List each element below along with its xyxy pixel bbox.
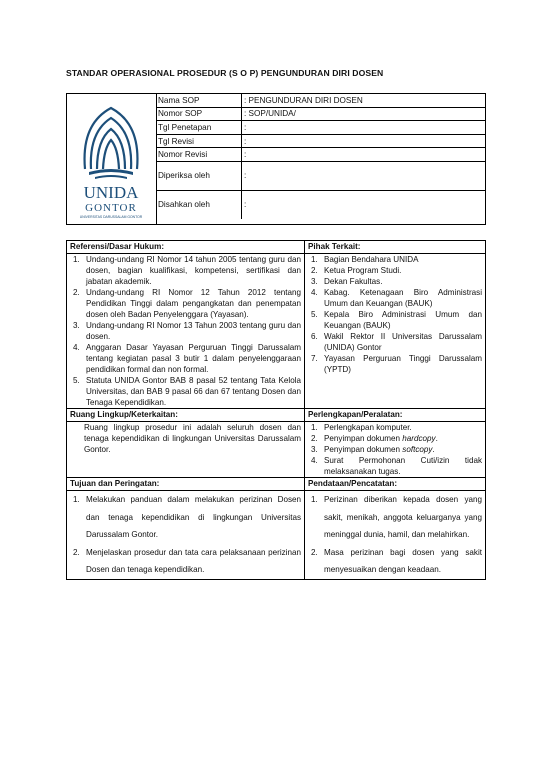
list-item: 4. Kabag. Ketenagaan Biro Administrasi Umum dan Keuangan (BAUK) (311, 288, 482, 308)
header-row (156, 190, 485, 219)
list-item: 1. Melakukan panduan dalam melakukan perizinan Dosen dan tenaga kependidikan di lingkungan Universitas Darussalam Gontor. (73, 495, 301, 540)
header-key: Tgl Revisi (156, 134, 242, 148)
tujuan-list (70, 491, 301, 579)
pihak-heading: Pihak Terkait: (305, 241, 486, 254)
header-value: : (242, 121, 486, 135)
list-item: 1. Bagian Bendahara UNIDA (311, 255, 419, 264)
list-item: 1. Perlengkapan komputer. (311, 423, 412, 432)
header-key: Diperiksa oleh (156, 161, 242, 190)
tujuan-heading: Tujuan dan Peringatan: (67, 478, 305, 491)
logo-text-unida: UNIDA (83, 183, 139, 202)
unida-logo-icon (67, 94, 156, 224)
list-item: 3. Penyimpan dokumen softcopy. (311, 445, 435, 454)
list-item: 3. Dekan Fakultas. (311, 277, 383, 286)
list-item: 1. Perizinan diberikan kepada dosen yang sakit, menikah, anggota keluarganya yang meninggal dunia, hamil, dan melahirkan. (311, 495, 482, 540)
list-item: 5. Kepala Biro Administrasi Umum dan Keuangan (BAUK) (311, 310, 482, 330)
unida-logo (67, 94, 157, 224)
sop-header-table (156, 94, 485, 219)
header-row (156, 161, 485, 190)
header-key: Nomor SOP (156, 107, 242, 121)
header-key: Tgl Penetapan (156, 121, 242, 135)
list-item: 2. Masa perizinan bagi dosen yang sakit menyesuaikan dengan keadaan. (311, 547, 482, 575)
page-title: STANDAR OPERASIONAL PROSEDUR (S O P) PENGUNDURAN DIRI DOSEN (66, 68, 384, 78)
header-key: Nomor Revisi (156, 148, 242, 162)
list-item: 7. Yayasan Perguruan Tinggi Darussalam (YPTD) (311, 354, 482, 374)
ruang-text: Ruang lingkup prosedur ini adalah seluruh dosen dan tenaga kependidikan di lingkungan Universitas Darussalam Gontor. (84, 423, 301, 454)
header-row (156, 94, 485, 107)
logo-text-gontor: GONTOR (85, 202, 137, 214)
header-key: Nama SOP (156, 94, 242, 107)
header-row (156, 148, 485, 162)
header-value: : (242, 134, 486, 148)
ruang-cell (67, 422, 305, 478)
header-value: : PENGUNDURAN DIRI DOSEN (242, 94, 486, 107)
header-value: : (242, 148, 486, 162)
header-key: Disahkan oleh (156, 190, 242, 219)
list-item: 6. Wakil Rektor II Universitas Darussalam (UNIDA) Gontor (311, 332, 482, 352)
header-row (156, 121, 485, 135)
header-value: : (244, 200, 247, 210)
sop-header (66, 93, 486, 225)
header-row (156, 134, 485, 148)
list-item: 2. Penyimpan dokumen hardcopy. (311, 434, 438, 443)
list-item: 3. Undang-undang RI Nomor 13 Tahun 2003 tentang guru dan dosen. (73, 321, 301, 341)
header-value: : SOP/UNIDA/ (242, 107, 486, 121)
perlengkapan-heading: Perlengkapan/Peralatan: (305, 409, 486, 422)
list-item: 2. Undang-undang RI Nomor 12 Tahun 2012 tentang Pendidikan Tinggi dalam pengangkatan dan penempatan dosen oleh Badan Penyelenggara (Yayasan). (73, 288, 301, 319)
pendataan-list (308, 491, 482, 579)
pendataan-cell (305, 491, 486, 580)
perlengkapan-list (308, 422, 482, 477)
sop-details-table (66, 240, 486, 580)
referensi-list (70, 254, 301, 408)
pihak-cell (305, 254, 486, 409)
perlengkapan-cell (305, 422, 486, 478)
list-item: 1. Undang-undang RI Nomor 14 tahun 2005 tentang guru dan dosen, bagian kualifikasi, kompetensi, sertifikasi dan jabatan akademik. (73, 255, 301, 286)
ruang-heading: Ruang Lingkup/Keterkaitan: (67, 409, 305, 422)
header-value: : (242, 161, 486, 190)
referensi-heading: Referensi/Dasar Hukum: (67, 241, 305, 254)
pendataan-heading: Pendataan/Pencatatan: (305, 478, 486, 491)
list-item: 4. Surat Permohonan Cuti/izin tidak melaksanakan tugas. (311, 456, 482, 476)
tujuan-cell (67, 491, 305, 580)
pihak-list (308, 254, 482, 375)
header-row (156, 107, 485, 121)
list-item: 2. Ketua Program Studi. (311, 266, 402, 275)
list-item: 4. Anggaran Dasar Yayasan Perguruan Tinggi Darussalam tentang kegiatan pasal 3 butir 1 dalam penyelenggaraan pendidikan formal dan non formal. (73, 343, 301, 374)
list-item: 2. Menjelaskan prosedur dan tata cara pelaksanaan perizinan Dosen dan tenaga kependidikan. (73, 547, 301, 575)
list-item: 5. Statuta UNIDA Gontor BAB 8 pasal 52 tentang Tata Kelola Universitas, dan BAB 9 pasal 66 dan 67 tentang Dosen dan Tenaga Kependidikan. (73, 376, 301, 407)
logo-text-university: UNIVERSITAS DARUSSALAM GONTOR (79, 215, 143, 219)
referensi-cell (67, 254, 305, 409)
